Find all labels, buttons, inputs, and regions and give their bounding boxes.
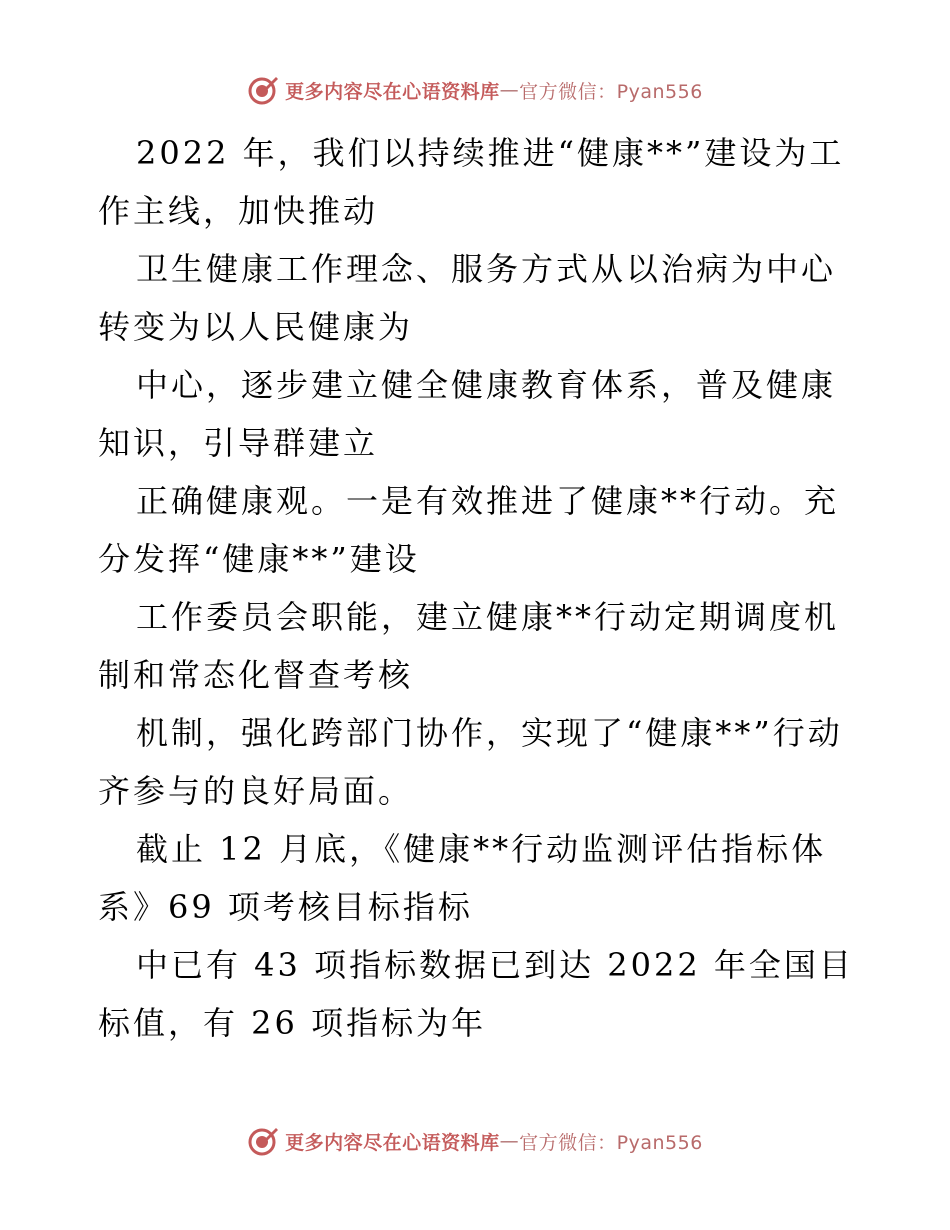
watermark-contact-text: 官方微信：Pyan556: [519, 80, 703, 103]
paragraph-3: 中心，逐步建立健全健康教育体系，普及健康知识，引导群建立: [98, 366, 837, 462]
document-body: [98, 124, 858, 1052]
paragraph-5: 工作委员会职能，建立健康**行动定期调度机制和常态化督查考核: [98, 598, 840, 694]
watermark-main-text: 更多内容尽在心语资料库: [285, 80, 500, 103]
paragraph-6: 机制，强化跨部门协作，实现了“健康**”行动齐参与的良好局面。: [98, 714, 843, 810]
watermark-dash: —: [499, 79, 520, 101]
header-watermark: [0, 70, 950, 110]
watermark-main-text: 更多内容尽在心语资料库: [285, 1131, 500, 1154]
paragraph-8: 中已有 43 项指标数据已到达 2022 年全国目标值，有 26 项指标为年: [98, 946, 854, 1042]
paragraph-4: 正确健康观。一是有效推进了健康**行动。充分发挥“健康**”建设: [98, 482, 840, 578]
paragraph-1: 2022 年，我们以持续推进“健康**”建设为工作主线，加快推动: [98, 134, 845, 230]
watermark-contact-text: 官方微信：Pyan556: [519, 1131, 703, 1154]
paragraph-7: 截止 12 月底，《健康**行动监测评估指标体系》69 项考核目标指标: [98, 830, 827, 926]
paragraph-2: 卫生健康工作理念、服务方式从以治病为中心转变为以人民健康为: [98, 250, 837, 346]
brand-logo-icon: [247, 1125, 279, 1157]
brand-logo-icon: [247, 74, 279, 106]
footer-watermark: [0, 1121, 950, 1161]
watermark-dash: —: [499, 1130, 520, 1152]
